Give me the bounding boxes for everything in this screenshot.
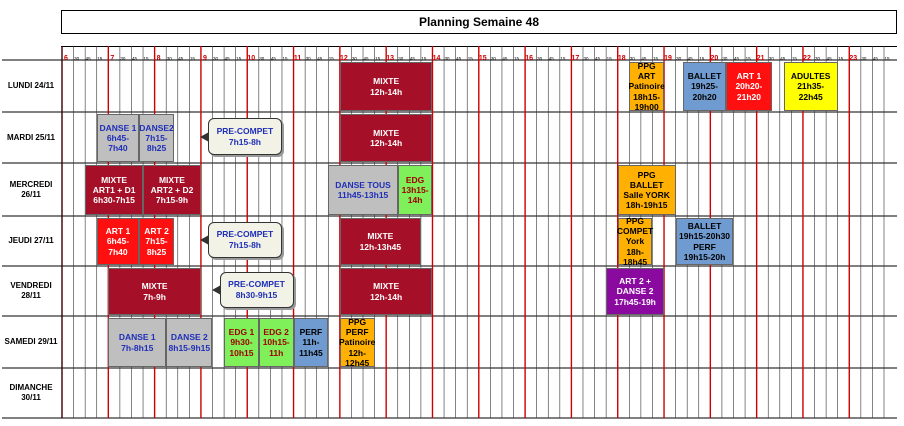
minute-label: 15 xyxy=(838,56,844,61)
activity-text: EDG 1 xyxy=(228,327,255,338)
activity-text: 10h15- xyxy=(262,337,290,348)
hour-label: 14 xyxy=(432,55,441,62)
activity-text: MIXTE xyxy=(101,174,128,185)
activity-text: MIXTE xyxy=(373,281,400,292)
activity-block[interactable] xyxy=(139,114,174,162)
minute-label: 45 xyxy=(85,56,91,61)
minute-label: 30 xyxy=(120,56,126,61)
activity-block[interactable] xyxy=(224,318,259,367)
minute-label: 45 xyxy=(780,56,786,61)
activity-text: 21h20 xyxy=(736,91,761,102)
minute-label: 45 xyxy=(409,56,415,61)
activity-block[interactable] xyxy=(340,268,433,315)
activity-text: 17h45-19h xyxy=(614,296,656,307)
minute-label: 15 xyxy=(236,56,242,61)
minute-label: 45 xyxy=(502,56,508,61)
minute-label: 15 xyxy=(282,56,288,61)
activity-text: 13h15- xyxy=(401,184,429,195)
minute-label: 15 xyxy=(421,56,427,61)
activity-text: DANSE 1 xyxy=(118,332,156,343)
activity-block[interactable] xyxy=(606,268,664,315)
activity-text: 10h15 xyxy=(229,347,254,358)
activity-text: Salle YORK xyxy=(623,190,670,200)
minute-label: 45 xyxy=(131,56,137,61)
activity-text: EDG xyxy=(405,174,425,185)
minute-label: 45 xyxy=(641,56,647,61)
minute-label: 45 xyxy=(687,56,693,61)
activity-text: PERF xyxy=(299,327,323,338)
minute-label: 30 xyxy=(537,56,543,61)
minute-label: 45 xyxy=(363,56,369,61)
hour-label: 8 xyxy=(156,55,161,62)
activity-block[interactable] xyxy=(97,218,139,265)
activity-text: 18h45 xyxy=(623,256,648,267)
hour-label: 22 xyxy=(803,55,811,62)
note-text: 7h15-8h xyxy=(228,136,261,147)
activity-text: DANSE 1 xyxy=(99,122,137,133)
minute-label: 15 xyxy=(467,56,473,61)
hour-label: 12 xyxy=(339,55,348,62)
activity-block[interactable] xyxy=(108,318,166,367)
activity-text: 12h-14h xyxy=(370,291,403,302)
minute-label: 30 xyxy=(351,56,357,61)
minute-label: 30 xyxy=(259,56,265,61)
note-text: PRE-COMPET xyxy=(216,125,274,136)
activity-block[interactable] xyxy=(340,318,375,367)
activity-text: ART 1 xyxy=(105,226,131,237)
activity-text: 8h25 xyxy=(146,246,167,257)
minute-label: 30 xyxy=(305,56,311,61)
minute-label: 45 xyxy=(733,56,740,61)
note-pointer xyxy=(200,235,209,245)
minute-label: 15 xyxy=(189,56,195,61)
minute-label: 30 xyxy=(444,56,450,61)
activity-text: ART 1 xyxy=(736,71,762,82)
minute-label: 15 xyxy=(514,56,520,61)
activity-text: BALLET xyxy=(687,71,722,82)
note-pointer xyxy=(212,285,221,295)
activity-text: DANSE2 xyxy=(139,122,174,133)
activity-block[interactable] xyxy=(108,268,201,315)
activity-text: 18h-19h15 xyxy=(625,200,668,211)
day-label: DIMANCHE 30/11 xyxy=(9,383,53,402)
note-text: 7h15-8h xyxy=(228,240,261,250)
activity-text: 18h15- xyxy=(633,91,661,102)
activity-text: PERF xyxy=(345,327,369,338)
hour-label: 21 xyxy=(756,55,765,62)
activity-text: ADULTES xyxy=(790,71,831,82)
day-label: MERCREDI 26/11 xyxy=(9,179,53,199)
minute-label: 30 xyxy=(212,56,219,61)
activity-block[interactable] xyxy=(85,165,143,215)
precompet-note xyxy=(220,272,294,308)
activity-text: 14h xyxy=(407,195,423,206)
activity-text: MIXTE xyxy=(373,76,400,87)
minute-label: 15 xyxy=(791,56,797,61)
minute-label: 30 xyxy=(629,56,635,61)
activity-text: 12h-14h xyxy=(370,138,403,148)
minute-label: 30 xyxy=(676,56,682,61)
activity-text: 12h-13h45 xyxy=(359,241,402,252)
activity-block[interactable] xyxy=(340,218,421,265)
activity-text: 19h25- xyxy=(691,81,718,92)
minute-label: 30 xyxy=(490,56,496,61)
activity-text: PPG xyxy=(348,317,367,328)
activity-text: 7h15-9h xyxy=(155,195,189,206)
precompet-note xyxy=(208,118,282,155)
activity-block[interactable] xyxy=(97,114,139,162)
activity-text: Patinoire xyxy=(339,337,376,348)
activity-text: 11h- xyxy=(302,337,320,348)
minute-label: 30 xyxy=(166,56,172,61)
activity-text: Patinoire xyxy=(628,81,665,92)
activity-text: DANSE 2 xyxy=(616,286,654,297)
hour-label: 17 xyxy=(571,55,580,62)
activity-text: 9h30- xyxy=(230,337,253,348)
minute-label: 45 xyxy=(317,56,323,61)
activity-text: MIXTE xyxy=(141,281,168,292)
hour-label: 9 xyxy=(202,55,207,62)
minute-label: 15 xyxy=(97,56,103,61)
activity-block[interactable] xyxy=(143,165,201,215)
activity-text: 20h20 xyxy=(692,91,717,102)
activity-text: DANSE TOUS xyxy=(335,179,391,190)
activity-block[interactable] xyxy=(726,62,772,111)
activity-text: PPG xyxy=(637,169,656,180)
minute-label: 15 xyxy=(328,56,334,61)
hour-label: 18 xyxy=(617,55,626,62)
hour-label: 13 xyxy=(386,55,395,62)
minute-label: 45 xyxy=(456,56,462,61)
day-label: LUNDI 24/11 xyxy=(7,81,55,90)
minute-label: 30 xyxy=(815,56,821,61)
hour-label: 15 xyxy=(478,55,487,62)
minute-label: 15 xyxy=(884,56,890,61)
activity-block[interactable] xyxy=(340,114,433,162)
activity-text: 21h35- xyxy=(797,81,825,92)
activity-text: 19h15-20h30 xyxy=(679,231,731,242)
activity-text: 11h45-13h15 xyxy=(337,190,389,200)
minute-label: 15 xyxy=(375,56,381,61)
activity-block[interactable] xyxy=(618,218,653,265)
activity-block[interactable] xyxy=(139,218,174,265)
activity-text: 20h20- xyxy=(735,81,763,92)
activity-text: PERF xyxy=(693,241,716,252)
hour-label: 11 xyxy=(293,55,302,62)
activity-text: 8h15-9h15 xyxy=(168,342,211,353)
minute-label: 30 xyxy=(74,56,80,61)
note-pointer xyxy=(200,132,209,142)
minute-label: 30 xyxy=(398,56,404,61)
activity-text: 19h15-20h xyxy=(683,251,726,262)
minute-label: 45 xyxy=(826,56,832,61)
day-label: VENDREDI 28/11 xyxy=(10,281,52,300)
note-text: 8h30-9h15 xyxy=(235,290,278,300)
minute-label: 15 xyxy=(143,56,149,61)
activity-text: 7h-9h xyxy=(143,291,166,302)
activity-text: ART2 + D2 xyxy=(150,184,194,195)
activity-text: BALLET xyxy=(687,221,722,232)
note-text: PRE-COMPET xyxy=(216,229,274,240)
activity-text: BALLET xyxy=(629,179,664,190)
activity-block[interactable] xyxy=(618,165,676,215)
precompet-note xyxy=(208,222,282,258)
minute-label: 30 xyxy=(722,56,728,61)
minute-label: 15 xyxy=(560,56,566,61)
activity-block[interactable] xyxy=(683,62,725,111)
activity-text: 6h30-7h15 xyxy=(93,195,135,206)
minute-label: 15 xyxy=(745,56,751,61)
day-label: JEUDI 27/11 xyxy=(8,236,54,245)
minute-label: 30 xyxy=(768,56,774,61)
activity-text: MIXTE xyxy=(158,174,185,185)
activity-block[interactable] xyxy=(328,165,397,215)
activity-block[interactable] xyxy=(340,62,433,111)
activity-text: 18h- xyxy=(626,246,644,257)
activity-text: 11h45 xyxy=(299,347,323,358)
minute-label: 45 xyxy=(224,56,230,61)
activity-text: COMPET xyxy=(616,226,654,237)
activity-text: 22h45 xyxy=(798,91,823,102)
note-text: PRE-COMPET xyxy=(228,279,285,290)
minute-label: 30 xyxy=(861,56,867,61)
hour-label: 16 xyxy=(525,55,533,62)
activity-text: 7h15- xyxy=(145,236,168,247)
activity-block[interactable] xyxy=(629,62,664,111)
minute-label: 30 xyxy=(583,56,589,61)
minute-label: 15 xyxy=(606,56,612,61)
activity-text: ART1 + D1 xyxy=(92,184,136,195)
minute-label: 45 xyxy=(872,56,878,61)
hour-label: 20 xyxy=(710,55,719,62)
planning-title: Planning Semaine 48 xyxy=(61,10,897,34)
activity-text: 7h-8h15 xyxy=(121,342,154,353)
hour-label: 6 xyxy=(64,55,68,62)
minute-label: 45 xyxy=(548,56,554,61)
activity-block[interactable] xyxy=(676,218,734,265)
activity-text: MIXTE xyxy=(367,231,394,242)
activity-text: 19h00 xyxy=(634,101,659,112)
minute-label: 15 xyxy=(699,56,705,61)
minute-label: 45 xyxy=(595,56,601,61)
activity-text: PPG xyxy=(626,216,645,227)
activity-text: 12h45 xyxy=(345,357,370,368)
activity-text: 11h xyxy=(269,347,284,358)
hour-label: 19 xyxy=(664,55,672,62)
minute-label: 45 xyxy=(178,56,184,61)
day-label: SAMEDI 29/11 xyxy=(4,337,58,346)
hour-label: 7 xyxy=(110,55,115,62)
activity-block[interactable] xyxy=(784,62,838,111)
activity-text: ART 2 xyxy=(144,226,169,237)
day-label: MARDI 25/11 xyxy=(6,132,56,142)
activity-block[interactable] xyxy=(259,318,294,367)
activity-block[interactable] xyxy=(166,318,212,367)
activity-text: PPG ART xyxy=(637,61,656,82)
hour-label: 23 xyxy=(849,55,858,62)
activity-block[interactable] xyxy=(398,165,433,215)
activity-text: DANSE 2 xyxy=(170,332,208,343)
activity-block[interactable] xyxy=(294,318,329,367)
activity-text: EDG 2 xyxy=(263,327,289,338)
activity-text: 6h45-7h40 xyxy=(106,132,130,154)
activity-text: ART 2 + xyxy=(619,276,652,287)
hour-label: 10 xyxy=(247,55,256,62)
activity-text: York xyxy=(625,236,645,247)
activity-text: MIXTE xyxy=(373,127,400,138)
minute-label: 45 xyxy=(270,56,276,61)
activity-text: 12h-14h xyxy=(370,86,403,97)
activity-text: 6h45-7h40 xyxy=(106,236,130,257)
activity-text: 7h15-8h25 xyxy=(145,132,168,154)
minute-label: 15 xyxy=(652,56,658,61)
activity-text: 12h- xyxy=(348,347,366,358)
